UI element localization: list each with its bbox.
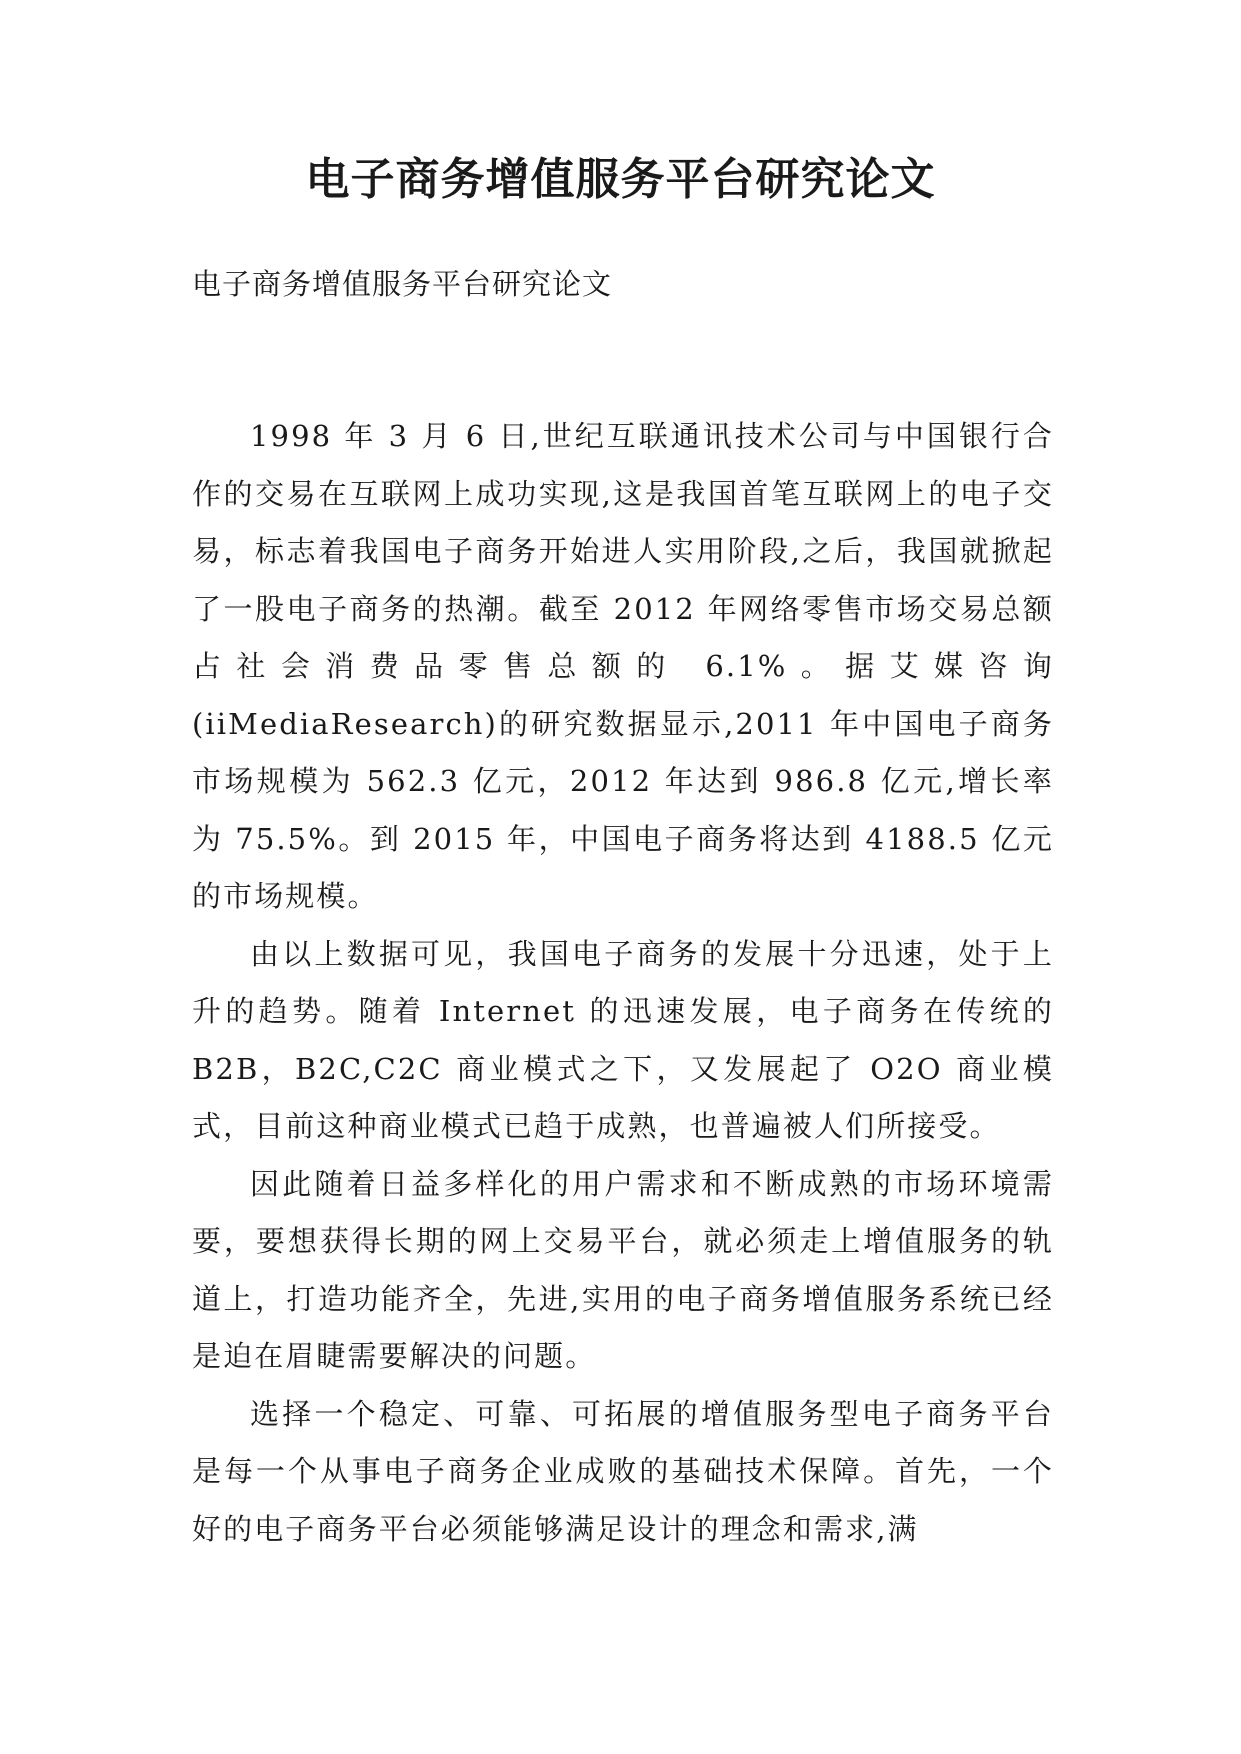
paragraph: 1998 年 3 月 6 日,世纪互联通讯技术公司与中国银行合作的交易在互联网上成功实现,这是我国首笔互联网上的电子交易，标志着我国电子商务开始进人实用阶段,之后，我国就掀起了一股电子商务的热潮。截至 2012 年网络零售市场交易总额占社会消费品零售总额的 6.1%。据艾媒咨询(iiMediaResearch)的研究数据显示,2011 年中国电子商务市场规模为 562.3 亿元，2012 年达到 986.8 亿元,增长率为 75.5%。到 2015 年，中国电子商务将达到 4188.5 亿元的市场规模。 [192,419,1054,913]
document-title: 电子商务增值服务平台研究论文 [305,154,936,205]
paragraph: 由以上数据可见，我国电子商务的发展十分迅速，处于上升的趋势。随着 Internet 的迅速发展，电子商务在传统的 B2B，B2C,C2C 商业模式之下，又发展起了 O2O 商业模式，目前这种商业模式已趋于成熟，也普遍被人们所接受。 [192,936,1054,1143]
document-subtitle: 电子商务增值服务平台研究论文 [192,267,613,301]
paragraph: 选择一个稳定、可靠、可拓展的增值服务型电子商务平台是每一个从事电子商务企业成败的基础技术保障。首先，一个好的电子商务平台必须能够满足设计的理念和需求,满 [192,1396,1054,1546]
document-body [192,408,1054,1558]
paragraph: 因此随着日益多样化的用户需求和不断成熟的市场环境需要，要想获得长期的网上交易平台，就必须走上增值服务的轨道上，打造功能齐全，先进,实用的电子商务增值服务系统已经是迫在眉睫需要解决的问题。 [192,1166,1054,1373]
